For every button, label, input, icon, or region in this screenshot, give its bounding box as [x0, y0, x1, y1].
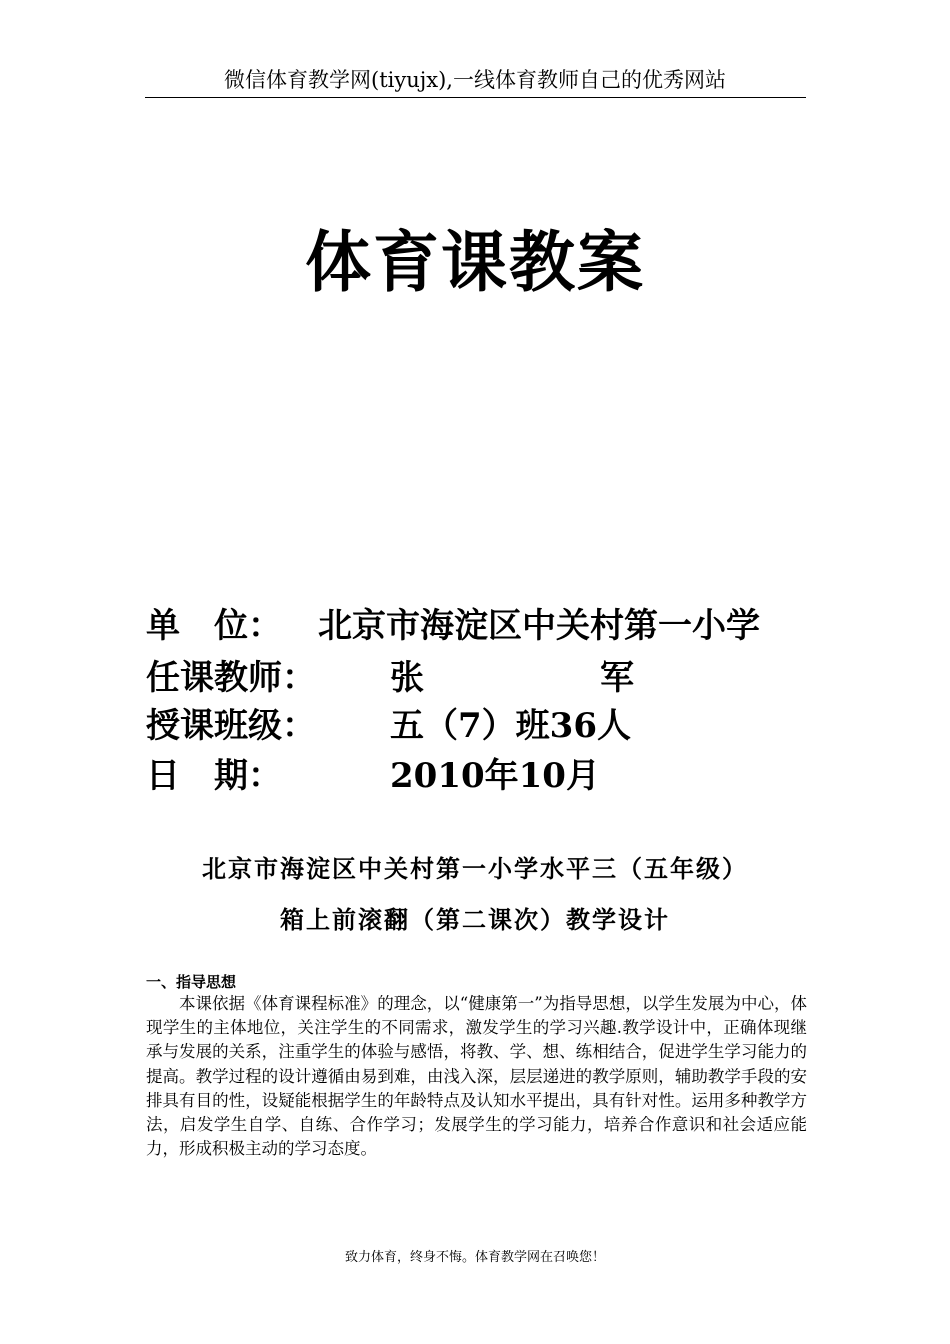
header-divider	[145, 97, 806, 98]
page-header: 微信体育教学网(tiyujx),一线体育教师自己的优秀网站	[224, 68, 726, 92]
page-footer: 致力体育，终身不悔。体育教学网在召唤您！	[344, 1250, 605, 1265]
document-title: 体育课教案	[305, 223, 645, 301]
section-heading-guiding-thought: 一、指导思想	[146, 973, 237, 991]
date-label: 日 期：	[146, 756, 282, 796]
class-value: 五（7）班36人	[390, 706, 631, 746]
unit-label: 单 位：	[146, 606, 282, 646]
teacher-value: 张 军	[390, 658, 634, 698]
design-title-line2: 箱上前滚翻（第二课次）教学设计	[280, 905, 670, 934]
teacher-label: 任课教师：	[146, 658, 316, 698]
section-paragraph: 本课依据《体育课程标准》的理念，以“健康第一”为指导思想，以学生发展为中心，体现学生的主体地位，关注学生的不同需求，激发学生的学习兴趣.教学设计中，正确体现继承与发展的关系，注重学生的体验与感悟，将教、学、想、练相结合，促进学生学习能力的提高。教学过程的设计遵循由易到难，由浅入深，层层递进的教学原则，辅助教学手段的安排具有目的性，设疑能根据学生的年龄特点及认知水平提出，具有针对性。运用多种教学方法，启发学生自学、自练、合作学习；发展学生的学习能力，培养合作意识和社会适应能力，形成积极主动的学习态度。	[146, 994, 807, 1159]
class-label: 授课班级：	[146, 706, 316, 746]
unit-value: 北京市海淀区中关村第一小学	[318, 606, 760, 646]
design-title-line1: 北京市海淀区中关村第一小学水平三（五年级）	[202, 854, 748, 883]
date-value: 2010年10月	[390, 756, 600, 796]
